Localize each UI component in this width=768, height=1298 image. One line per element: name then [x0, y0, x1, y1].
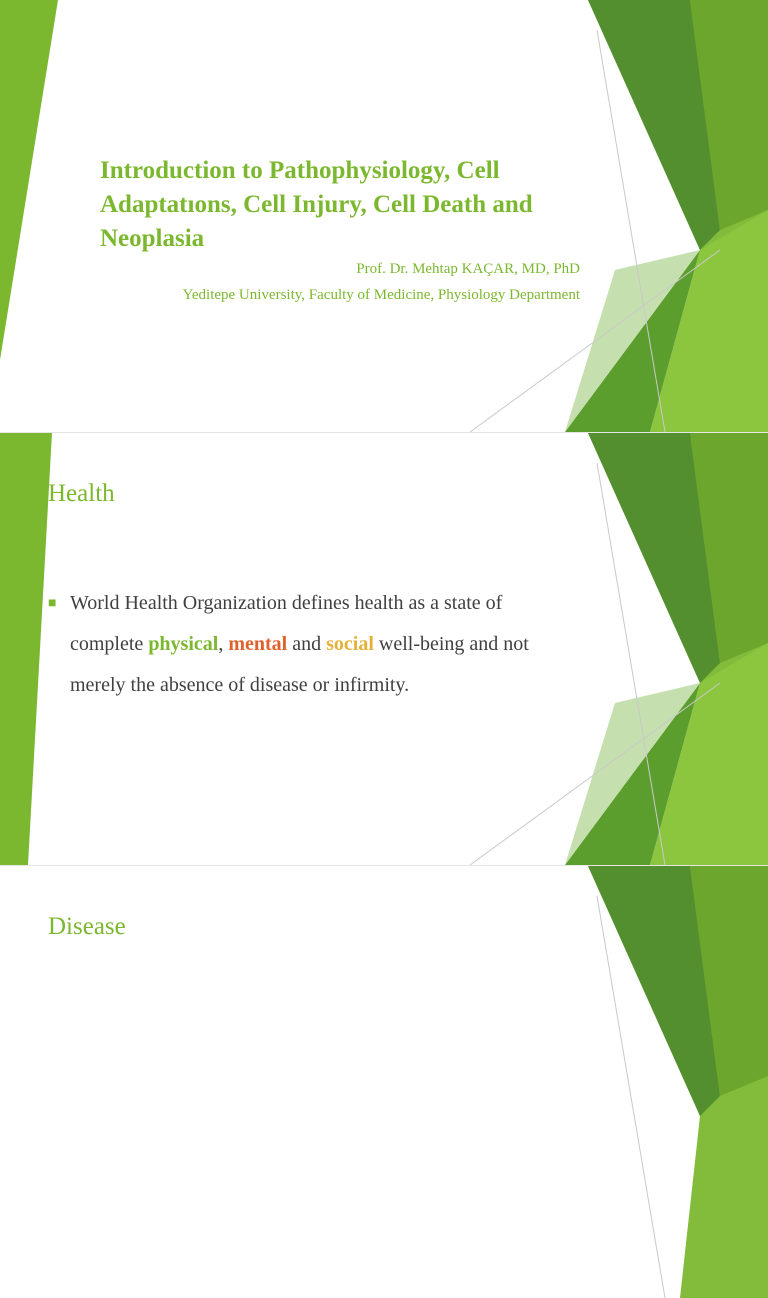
slide-heading-health: Health [48, 480, 115, 507]
slide-disease [0, 865, 768, 1298]
author-affiliation: Yeditepe University, Faculty of Medicine, Physiology Department [182, 287, 580, 303]
square-bullet-icon: ■ [48, 596, 57, 611]
keyword-physical: physical [148, 633, 219, 655]
slide-heading-disease: Disease [48, 913, 126, 940]
author-name: Prof. Dr. Mehtap KAÇAR, MD, PhD [356, 261, 580, 277]
title-block [100, 154, 580, 306]
keyword-mental: mental [228, 633, 288, 655]
keyword-social: social [326, 633, 374, 655]
comma-separator: , [218, 633, 229, 655]
and-connector: and [287, 633, 327, 655]
definition-text-after: well-being and not merely the absence of disease or infirmity. [70, 633, 529, 696]
slide-title [0, 0, 768, 432]
list-item [48, 583, 568, 706]
slide-health [0, 432, 768, 865]
bullet-list [48, 583, 568, 706]
presentation-title: Introduction to Pathophysiology, Cell Adaptatıons, Cell Injury, Cell Death and Neoplasia [100, 157, 533, 252]
definition-text-before: World Health Organization defines health as a state of complete [70, 592, 503, 655]
cut-off-body-text [48, 1016, 568, 1026]
